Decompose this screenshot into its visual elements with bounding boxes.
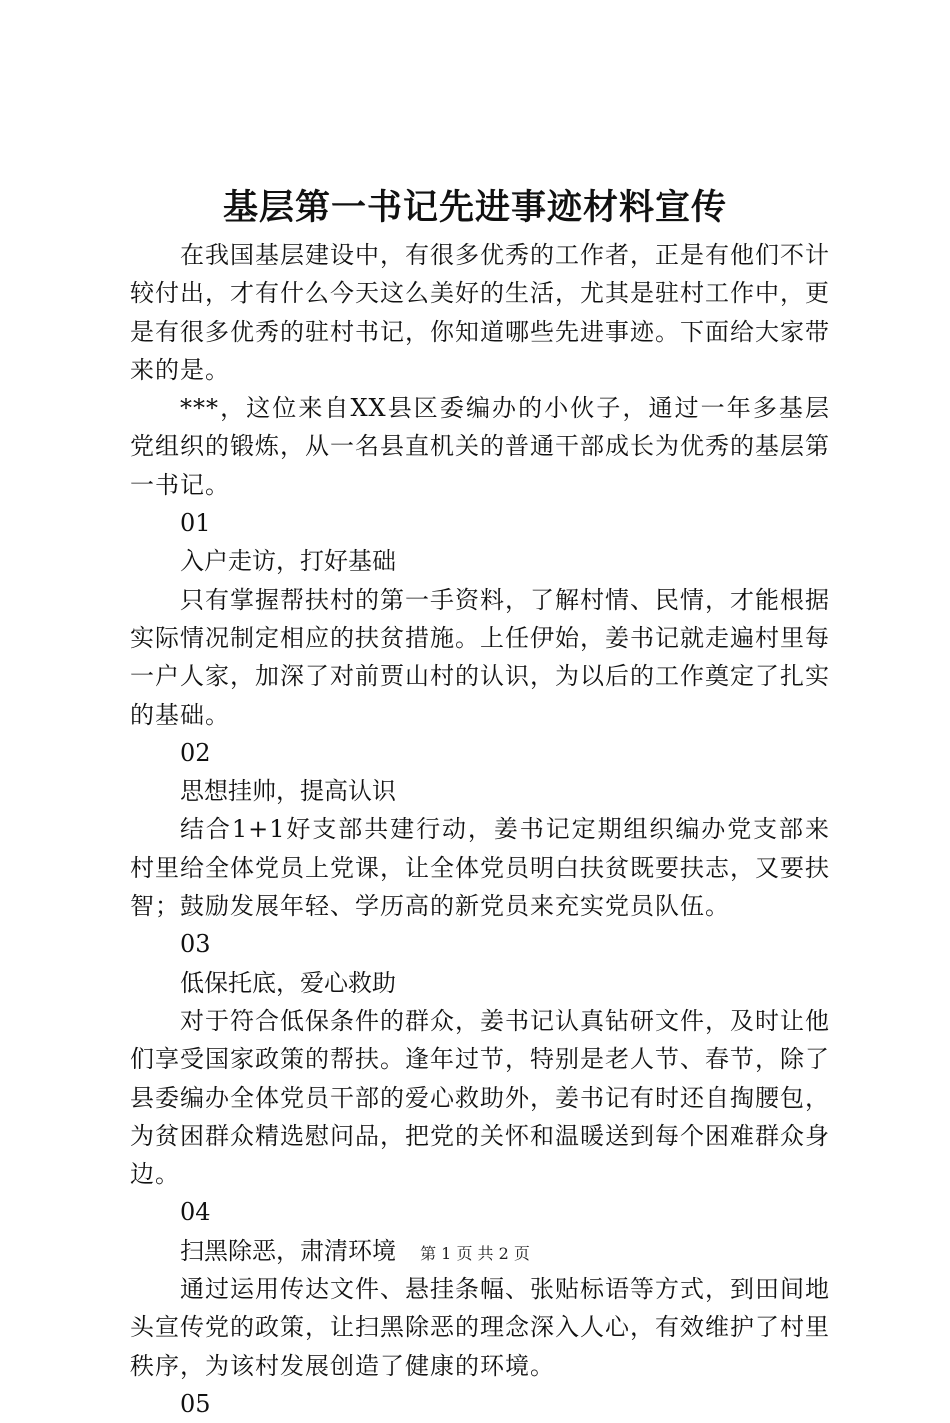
section-paragraph: 只有掌握帮扶村的第一手资料，了解村情、民情，才能根据实际情况制定相应的扶贫措施。上任伊始，姜书记就走遍村里每一户人家，加深了对前贾山村的认识，为以后的工作奠定了扎实的基础。 [130, 585, 830, 729]
document-title: 基层第一书记先进事迹材料宣传 [222, 187, 727, 228]
section-number: 05 [180, 1389, 211, 1418]
section-heading: 思想挂帅，提高认识 [180, 777, 396, 806]
section-paragraph: 通过运用传达文件、悬挂条幅、张贴标语等方式，到田间地头宣传党的政策，让扫黑除恶的理念深入人心，有效维护了村里秩序，为该村发展创造了健康的环境。 [130, 1275, 830, 1380]
section-paragraph: 对于符合低保条件的群众，姜书记认真钻研文件，及时让他们享受国家政策的帮扶。逢年过节，特别是老人节、春节，除了县委编办全体党员干部的爱心救助外，姜书记有时还自掏腰包，为贫困群众精选慰问品，把党的关怀和温暖送到每个困难群众身边。 [130, 1006, 830, 1189]
section-number: 04 [180, 1198, 211, 1227]
section-number: 01 [180, 509, 211, 538]
section-heading: 入户走访，打好基础 [180, 547, 396, 576]
section-number: 03 [180, 930, 211, 959]
intro-paragraph: 在我国基层建设中，有很多优秀的工作者，正是有他们不计较付出，才有什么今天这么美好的生活，尤其是驻村工作中，更是有很多优秀的驻村书记，你知道哪些先进事迹。下面给大家带来的是。 [130, 241, 830, 384]
section-paragraph: 结合1+1好支部共建行动，姜书记定期组织编办党支部来村里给全体党员上党课，让全体党员明白扶贫既要扶志，又要扶智；鼓励发展年轻、学历高的新党员来充实党员队伍。 [130, 815, 830, 921]
section-heading: 低保托底，爱心救助 [180, 968, 396, 997]
section-heading: 扫黑除恶，肃清环境 [180, 1236, 396, 1265]
section-number: 02 [180, 738, 211, 767]
person-intro-paragraph: ***，这位来自XX县区委编办的小伙子，通过一年多基层党组织的锻炼，从一名县直机关的普通干部成长为优秀的基层第一书记。 [130, 394, 830, 499]
page-footer: 第 1 页 共 2 页 [420, 1244, 530, 1263]
